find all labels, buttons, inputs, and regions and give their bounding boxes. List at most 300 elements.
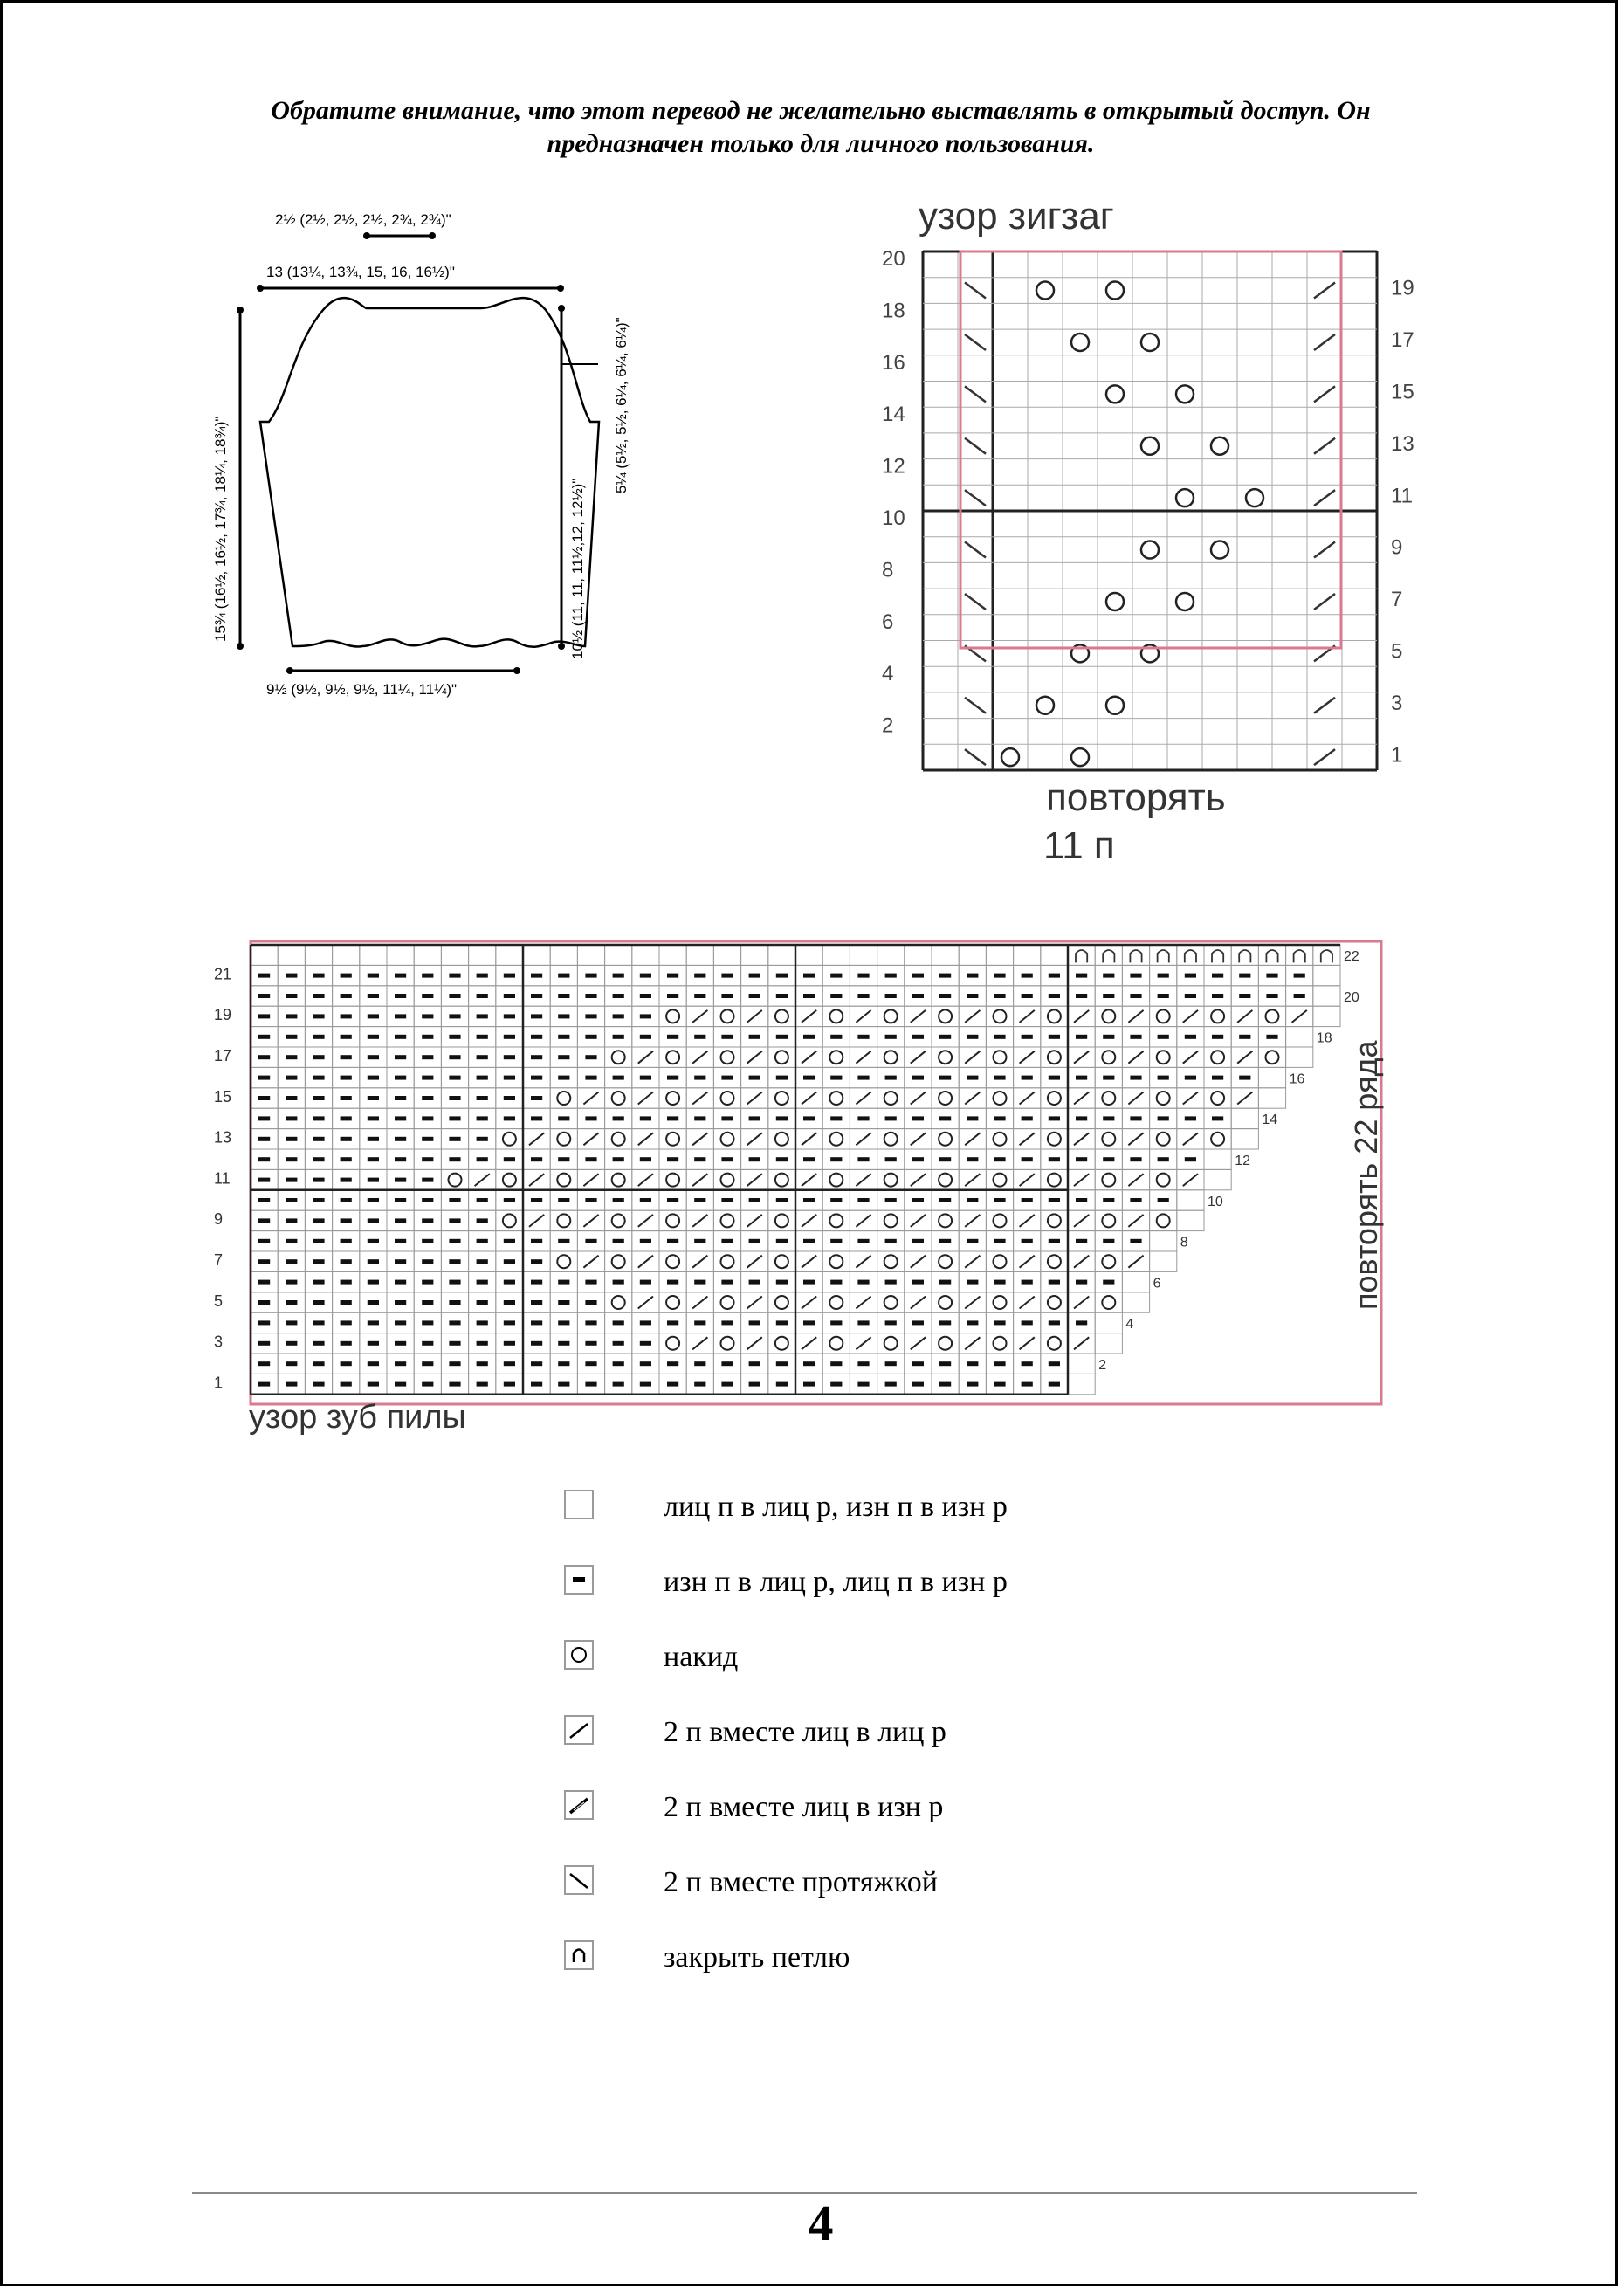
purl-mark bbox=[286, 1116, 297, 1120]
purl-mark bbox=[504, 1239, 515, 1243]
purl-mark bbox=[939, 1116, 951, 1120]
k2tog-mark bbox=[1074, 1297, 1089, 1309]
purl-mark bbox=[1185, 974, 1196, 978]
yarn-over-mark bbox=[721, 1296, 734, 1309]
purl-mark bbox=[368, 1300, 379, 1305]
k2tog-mark bbox=[1183, 1010, 1198, 1023]
k2tog-mark bbox=[965, 1297, 980, 1309]
purl-mark bbox=[422, 1341, 433, 1346]
row-label: 17 bbox=[1391, 328, 1414, 353]
notice-line-2: предназначен только для личного пользования. bbox=[547, 129, 1095, 158]
purl-mark bbox=[613, 1361, 624, 1366]
k2tog-mark bbox=[1314, 334, 1335, 350]
purl-mark bbox=[449, 1361, 460, 1366]
purl-mark bbox=[613, 1320, 624, 1325]
k2tog-mark bbox=[965, 1092, 980, 1105]
ssk-mark bbox=[965, 594, 986, 610]
purl-mark bbox=[967, 1280, 978, 1285]
purl-mark bbox=[531, 1259, 542, 1264]
yarn-over-mark bbox=[1141, 437, 1159, 455]
purl-mark bbox=[286, 1014, 297, 1018]
yarn-over-mark bbox=[612, 1174, 625, 1187]
yarn-over-mark bbox=[939, 1255, 952, 1268]
grid-cell bbox=[632, 945, 659, 965]
purl-mark bbox=[885, 1198, 897, 1202]
yarn-over-mark bbox=[503, 1133, 516, 1146]
grid-cell bbox=[1014, 945, 1041, 965]
purl-mark bbox=[258, 1280, 270, 1285]
purl-mark bbox=[721, 994, 733, 998]
purl-mark bbox=[422, 1239, 433, 1243]
yarn-over-mark bbox=[829, 1214, 843, 1227]
purl-mark bbox=[422, 1178, 433, 1182]
yarn-over-mark bbox=[612, 1133, 625, 1146]
purl-mark bbox=[422, 1198, 433, 1202]
yarn-over-mark bbox=[829, 1296, 843, 1309]
purl-mark bbox=[558, 974, 569, 978]
purl-mark bbox=[994, 1076, 1005, 1080]
purl-mark bbox=[341, 1300, 352, 1305]
purl-mark bbox=[395, 1198, 406, 1202]
purl-mark bbox=[341, 1198, 352, 1202]
k2tog-mark bbox=[856, 1133, 870, 1145]
k2tog-mark bbox=[1020, 1133, 1035, 1145]
k2tog-mark bbox=[692, 1337, 707, 1349]
purl-mark bbox=[967, 1320, 978, 1325]
grid-cell bbox=[877, 945, 905, 965]
purl-mark bbox=[449, 1076, 460, 1080]
purl-mark bbox=[531, 1055, 542, 1059]
purl-mark bbox=[477, 1341, 488, 1346]
grid-cell bbox=[1177, 945, 1204, 965]
k2tog-mark bbox=[1314, 283, 1335, 299]
purl-mark bbox=[912, 1157, 924, 1161]
purl-mark bbox=[341, 1035, 352, 1039]
purl-mark bbox=[531, 1320, 542, 1325]
purl-mark bbox=[477, 1076, 488, 1080]
purl-mark bbox=[885, 1320, 897, 1325]
yarn-over-mark bbox=[612, 1092, 625, 1105]
purl-mark bbox=[640, 994, 651, 998]
purl-mark bbox=[749, 1320, 760, 1325]
purl-mark bbox=[857, 994, 869, 998]
purl-mark bbox=[994, 1382, 1005, 1387]
grid-cell bbox=[932, 945, 959, 965]
k2tog-mark bbox=[965, 1174, 980, 1186]
yarn-over-mark bbox=[994, 1337, 1007, 1350]
row-label: 14 bbox=[1262, 1113, 1278, 1128]
yarn-over-mark bbox=[884, 1133, 898, 1146]
k2tog-mark bbox=[965, 1337, 980, 1349]
purl-mark bbox=[395, 1178, 406, 1182]
ssk-mark bbox=[965, 542, 986, 558]
zigzag-repeat-count: 11 п bbox=[1043, 824, 1115, 867]
purl-mark bbox=[395, 1239, 406, 1243]
purl-mark bbox=[258, 974, 270, 978]
purl-mark bbox=[613, 974, 624, 978]
k2tog-mark bbox=[1074, 1133, 1089, 1145]
dim-right-lower-text: 10½ (11, 11, 11½,12, 12½)" bbox=[569, 478, 586, 659]
legend-item bbox=[559, 1635, 1170, 1678]
purl-mark bbox=[749, 1239, 760, 1243]
purl-mark bbox=[422, 1280, 433, 1285]
k2tog-mark bbox=[911, 1337, 926, 1349]
purl-mark bbox=[912, 1035, 924, 1039]
yarn-over-mark bbox=[1266, 1051, 1279, 1064]
purl-mark bbox=[368, 994, 379, 998]
purl-mark bbox=[749, 994, 760, 998]
grid-cell bbox=[713, 945, 740, 965]
purl-mark bbox=[994, 974, 1005, 978]
purl-mark bbox=[803, 1361, 815, 1366]
purl-mark bbox=[1049, 1076, 1060, 1080]
purl-mark bbox=[694, 1239, 705, 1243]
purl-mark bbox=[585, 1157, 596, 1161]
ssk-mark bbox=[965, 386, 986, 402]
purl-mark bbox=[313, 1178, 324, 1182]
yarn-over-mark bbox=[829, 1092, 843, 1105]
row-label: 17 bbox=[214, 1047, 232, 1064]
grid-cell bbox=[1313, 986, 1340, 1006]
purl-mark bbox=[667, 1361, 678, 1366]
purl-mark bbox=[857, 1116, 869, 1120]
purl-mark bbox=[1049, 1382, 1060, 1387]
purl-mark bbox=[721, 1280, 733, 1285]
purl-mark bbox=[258, 1218, 270, 1223]
yarn-over-mark bbox=[939, 1214, 952, 1227]
purl-mark bbox=[912, 1198, 924, 1202]
yarn-over-mark bbox=[775, 1133, 788, 1146]
yarn-over-mark bbox=[666, 1255, 679, 1268]
purl-mark bbox=[613, 1239, 624, 1243]
purl-mark bbox=[585, 1035, 596, 1039]
purl-mark bbox=[885, 1361, 897, 1366]
purl-mark bbox=[939, 1035, 951, 1039]
purl-mark bbox=[449, 994, 460, 998]
k2tog-mark bbox=[802, 1215, 816, 1227]
purl-mark bbox=[1049, 1361, 1060, 1366]
purl-mark bbox=[341, 994, 352, 998]
yarn-over-mark bbox=[721, 1337, 734, 1350]
purl-mark bbox=[504, 1096, 515, 1100]
purl-mark bbox=[776, 1320, 788, 1325]
purl-mark bbox=[477, 1055, 488, 1059]
purl-mark bbox=[422, 1137, 433, 1141]
purl-mark bbox=[1130, 1198, 1141, 1202]
row-label: 3 bbox=[214, 1333, 224, 1351]
purl-mark bbox=[341, 1096, 352, 1100]
purl-mark bbox=[504, 1116, 515, 1120]
k2tog-mark bbox=[1292, 1010, 1307, 1023]
purl-mark bbox=[967, 1076, 978, 1080]
purl-mark bbox=[286, 1300, 297, 1305]
purl-mark bbox=[258, 1259, 270, 1264]
purl-mark bbox=[558, 1157, 569, 1161]
purl-mark bbox=[1158, 1116, 1169, 1120]
yarn-over-mark bbox=[1048, 1337, 1061, 1350]
purl-mark bbox=[286, 1361, 297, 1366]
purl-mark bbox=[585, 994, 596, 998]
yarn-over-mark bbox=[1048, 1174, 1061, 1187]
yarn-over-mark bbox=[503, 1174, 516, 1187]
purl-mark bbox=[531, 1280, 542, 1285]
purl-mark bbox=[504, 1157, 515, 1161]
purl-mark bbox=[803, 1280, 815, 1285]
purl-mark bbox=[857, 1320, 869, 1325]
k2tog-mark bbox=[1183, 1092, 1198, 1105]
purl-mark bbox=[776, 1198, 788, 1202]
yarn-over-mark bbox=[939, 1337, 952, 1350]
k2tog-mark bbox=[583, 1133, 598, 1145]
k2tog-mark bbox=[1128, 1256, 1143, 1268]
purl-mark bbox=[585, 1055, 596, 1059]
yarn-over-mark bbox=[1157, 1051, 1170, 1064]
purl-mark bbox=[1266, 974, 1277, 978]
purl-mark bbox=[830, 1361, 842, 1366]
bind-off-mark bbox=[1266, 950, 1277, 962]
purl-mark bbox=[258, 1014, 270, 1018]
purl-mark bbox=[531, 1014, 542, 1018]
purl-mark bbox=[830, 994, 842, 998]
yarn-over-mark bbox=[612, 1255, 625, 1268]
purl-mark bbox=[422, 1035, 433, 1039]
k2tog-mark bbox=[1074, 1174, 1089, 1186]
purl-mark bbox=[504, 1341, 515, 1346]
k2tog-mark bbox=[911, 1174, 926, 1186]
yarn-over-mark bbox=[721, 1174, 734, 1187]
k2tog-mark bbox=[965, 1010, 980, 1023]
purl-mark bbox=[504, 1361, 515, 1366]
purl-mark bbox=[967, 1382, 978, 1387]
purl-mark bbox=[1022, 1239, 1033, 1243]
k2tog-mark bbox=[1314, 594, 1335, 610]
purl-mark bbox=[286, 1382, 297, 1387]
purl-mark bbox=[341, 1076, 352, 1080]
k2tog-mark bbox=[802, 1256, 816, 1268]
purl-mark bbox=[286, 1137, 297, 1141]
bind-off-mark bbox=[1321, 950, 1332, 962]
purl-mark bbox=[558, 1320, 569, 1325]
yarn-over-mark bbox=[1157, 1092, 1170, 1105]
purl-mark bbox=[422, 1218, 433, 1223]
purl-mark bbox=[558, 1116, 569, 1120]
yarn-over-mark bbox=[557, 1214, 570, 1227]
purl-mark bbox=[694, 1076, 705, 1080]
purl-mark bbox=[313, 1239, 324, 1243]
k2tog-mark bbox=[747, 1010, 762, 1023]
purl-mark bbox=[341, 1116, 352, 1120]
purl-mark bbox=[286, 974, 297, 978]
ssk-icon bbox=[564, 1865, 594, 1895]
purl-mark bbox=[721, 1382, 733, 1387]
grid-cell bbox=[1068, 1374, 1095, 1394]
yarn-over-mark bbox=[1036, 697, 1054, 714]
row-label: 2 bbox=[1098, 1358, 1107, 1373]
purl-mark bbox=[721, 1116, 733, 1120]
row-label: 6 bbox=[1153, 1276, 1161, 1292]
purl-mark bbox=[585, 1076, 596, 1080]
purl-mark bbox=[368, 1382, 379, 1387]
purl-mark bbox=[994, 1198, 1005, 1202]
k2tog-mark bbox=[1020, 1297, 1035, 1309]
purl-mark bbox=[667, 1035, 678, 1039]
yarn-over-mark bbox=[1211, 1133, 1224, 1146]
k2tog-mark bbox=[911, 1133, 926, 1145]
ssk-mark bbox=[965, 490, 986, 506]
purl-mark bbox=[1185, 1157, 1196, 1161]
yarn-over-mark bbox=[829, 1337, 843, 1350]
yarn-over-mark bbox=[503, 1214, 516, 1227]
purl-mark bbox=[449, 1096, 460, 1100]
purl-mark bbox=[939, 1157, 951, 1161]
row-label: 9 bbox=[214, 1210, 224, 1229]
yarn-over-mark bbox=[1211, 1009, 1224, 1023]
purl-mark bbox=[258, 994, 270, 998]
k2tog-mark bbox=[747, 1051, 762, 1064]
purl-mark bbox=[613, 1341, 624, 1346]
k2tog-mark bbox=[1183, 1174, 1198, 1186]
k2tog-mark bbox=[1128, 1133, 1143, 1145]
yarn-over-mark bbox=[666, 1133, 679, 1146]
k2tog-mark bbox=[638, 1133, 653, 1145]
yarn-over-mark bbox=[775, 1009, 788, 1023]
k2tog-mark bbox=[856, 1297, 870, 1309]
purl-mark bbox=[449, 1137, 460, 1141]
yarn-over-mark bbox=[775, 1337, 788, 1350]
purl-mark bbox=[967, 1116, 978, 1120]
row-label: 2 bbox=[882, 713, 894, 738]
purl-mark bbox=[422, 1055, 433, 1059]
ssk-mark bbox=[965, 334, 986, 350]
purl-mark bbox=[258, 1361, 270, 1366]
legend-item bbox=[559, 1860, 1170, 1904]
purl-mark bbox=[749, 1076, 760, 1080]
purl-mark bbox=[694, 1198, 705, 1202]
purl-mark bbox=[313, 1361, 324, 1366]
dim-left-text: 15¾ (16½, 16½, 17¾, 18¼, 18¾)" bbox=[212, 416, 229, 642]
purl-mark bbox=[531, 1116, 542, 1120]
purl-mark bbox=[313, 1014, 324, 1018]
purl-mark bbox=[1103, 1280, 1114, 1285]
purl-mark bbox=[994, 1361, 1005, 1366]
yarn-over-mark bbox=[1048, 1296, 1061, 1309]
purl-mark bbox=[1076, 974, 1087, 978]
row-label: 4 bbox=[1125, 1317, 1134, 1333]
purl-mark bbox=[640, 1280, 651, 1285]
purl-mark bbox=[341, 1157, 352, 1161]
yarn-over-mark bbox=[939, 1174, 952, 1187]
yarn-over-mark bbox=[829, 1255, 843, 1268]
purl-mark bbox=[558, 1055, 569, 1059]
purl-mark bbox=[1049, 1198, 1060, 1202]
grid-cell bbox=[959, 945, 986, 965]
purl-mark bbox=[1022, 1157, 1033, 1161]
purl-mark bbox=[912, 1076, 924, 1080]
purl-mark bbox=[395, 1116, 406, 1120]
purl-mark bbox=[585, 974, 596, 978]
yarn-over-mark bbox=[1102, 1009, 1115, 1023]
purl-mark bbox=[613, 1280, 624, 1285]
purl-mark bbox=[857, 1280, 869, 1285]
yarn-over-mark bbox=[666, 1174, 679, 1187]
purl-mark bbox=[803, 1239, 815, 1243]
purl-mark bbox=[368, 1280, 379, 1285]
purl-mark bbox=[477, 1259, 488, 1264]
grid-cell bbox=[1231, 1129, 1258, 1149]
legend-item bbox=[559, 1710, 1170, 1753]
purl-mark bbox=[341, 1259, 352, 1264]
yarn-over-mark bbox=[612, 1214, 625, 1227]
purl-mark bbox=[449, 1382, 460, 1387]
k2tog-mark bbox=[1183, 1133, 1198, 1145]
purl-mark bbox=[694, 1035, 705, 1039]
k2tog-mark bbox=[1128, 1215, 1143, 1227]
purl-mark bbox=[449, 1320, 460, 1325]
purl-mark bbox=[395, 1076, 406, 1080]
purl-mark bbox=[1212, 1116, 1223, 1120]
purl-mark bbox=[395, 1320, 406, 1325]
yarn-over-mark bbox=[1246, 489, 1263, 506]
purl-mark bbox=[558, 1382, 569, 1387]
purl-mark bbox=[258, 1341, 270, 1346]
purl-mark bbox=[395, 1096, 406, 1100]
k2tog-mark bbox=[747, 1092, 762, 1105]
legend-item bbox=[559, 1560, 1170, 1603]
purl-mark bbox=[368, 1035, 379, 1039]
k2tog-mark bbox=[529, 1174, 544, 1186]
purl-mark bbox=[313, 1076, 324, 1080]
purl-mark bbox=[967, 1035, 978, 1039]
purl-mark bbox=[258, 1178, 270, 1182]
purl-mark bbox=[395, 1361, 406, 1366]
yarn-over-mark bbox=[1048, 1255, 1061, 1268]
purl-mark bbox=[504, 994, 515, 998]
purl-mark bbox=[477, 974, 488, 978]
zigzag-title: узор зигзаг bbox=[919, 195, 1114, 238]
purl-mark bbox=[395, 1382, 406, 1387]
purl-mark bbox=[286, 1198, 297, 1202]
k2tog-rs-icon bbox=[564, 1715, 594, 1745]
grid-cell bbox=[469, 945, 496, 965]
grid-cell bbox=[550, 945, 577, 965]
k2tog-mark bbox=[638, 1297, 653, 1309]
purl-mark bbox=[558, 1280, 569, 1285]
purl-mark bbox=[395, 1300, 406, 1305]
yarn-over-mark bbox=[1102, 1051, 1115, 1064]
purl-mark bbox=[667, 974, 678, 978]
purl-mark bbox=[749, 1116, 760, 1120]
purl-mark bbox=[857, 1035, 869, 1039]
row-label: 16 bbox=[882, 350, 905, 375]
legend-label: лиц п в лиц р, изн п в изн р bbox=[664, 1491, 1008, 1523]
k2tog-mark bbox=[1128, 1051, 1143, 1064]
row-label: 12 bbox=[1235, 1154, 1250, 1168]
purl-mark bbox=[939, 1382, 951, 1387]
k2tog-mark bbox=[911, 1256, 926, 1268]
purl-mark bbox=[667, 1157, 678, 1161]
purl-mark bbox=[912, 1280, 924, 1285]
k2tog-mark bbox=[1314, 438, 1335, 454]
purl-mark bbox=[640, 1320, 651, 1325]
purl-mark bbox=[857, 1157, 869, 1161]
row-label: 15 bbox=[1391, 380, 1414, 404]
k2tog-mark bbox=[747, 1215, 762, 1227]
k2tog-mark bbox=[1074, 1256, 1089, 1268]
grid-cell bbox=[1177, 1190, 1204, 1210]
purl-mark bbox=[477, 1280, 488, 1285]
purl-mark bbox=[504, 1014, 515, 1018]
purl-mark bbox=[967, 994, 978, 998]
